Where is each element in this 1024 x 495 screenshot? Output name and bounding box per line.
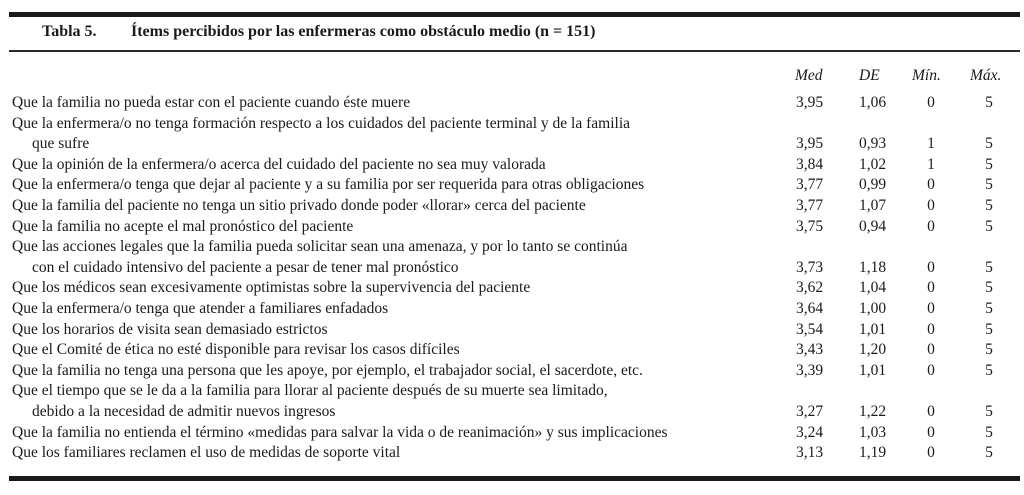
item-text bbox=[12, 361, 782, 382]
table-row bbox=[12, 381, 1022, 422]
table-row bbox=[12, 340, 1022, 361]
cell-min: 0 bbox=[927, 402, 935, 420]
item-line: Que la opinión de la enfermera/o acerca del cuidado del paciente no sea muy valorada bbox=[12, 155, 546, 173]
cell-max: 5 bbox=[985, 361, 993, 379]
item-text bbox=[12, 114, 782, 155]
table-row bbox=[12, 299, 1022, 320]
cell-min: 0 bbox=[927, 94, 935, 111]
item-line: Que la familia no entienda el término «medidas para salvar la vida o de reanimación» y sus implicaciones bbox=[12, 423, 668, 441]
top-thick-rule bbox=[9, 12, 1020, 17]
cell-min: 0 bbox=[927, 176, 935, 194]
cell-min: 0 bbox=[927, 299, 935, 317]
cell-med: 3,84 bbox=[796, 155, 824, 173]
cell-min: 0 bbox=[927, 320, 935, 338]
column-header-med: Med bbox=[795, 67, 823, 84]
cell-min: 0 bbox=[927, 196, 935, 214]
item-line: Que la enfermera/o tenga que dejar al paciente y a su familia por ser requerida para otras obligaciones bbox=[12, 176, 645, 194]
bottom-thick-rule bbox=[9, 476, 1020, 481]
cell-de: 1,01 bbox=[859, 361, 887, 379]
cell-med: 3,95 bbox=[796, 94, 824, 111]
cell-max: 5 bbox=[985, 94, 993, 111]
table-body bbox=[12, 93, 1022, 464]
table-row bbox=[12, 237, 1022, 278]
item-line: Que la familia no tenga una persona que les apoye, por ejemplo, el trabajador social, el sacerdote, etc. bbox=[12, 361, 643, 379]
table-row bbox=[12, 278, 1022, 299]
cell-max: 5 bbox=[985, 402, 993, 420]
table-row bbox=[12, 175, 1022, 196]
cell-de: 0,94 bbox=[859, 217, 887, 235]
table-row bbox=[12, 423, 1022, 444]
column-header-max: Máx. bbox=[970, 67, 1002, 84]
cell-de: 1,02 bbox=[859, 155, 887, 173]
cell-max: 5 bbox=[985, 299, 993, 317]
item-continuation-line: debido a la necesidad de admitir nuevos ingresos bbox=[32, 402, 336, 420]
item-line: Que la familia del paciente no tenga un sitio privado donde poder «llorar» cerca del paciente bbox=[12, 196, 586, 214]
item-continuation-line: con el cuidado intensivo del paciente a pesar de tener mal pronóstico bbox=[32, 258, 459, 276]
caption-rule bbox=[9, 50, 1020, 52]
item-text bbox=[12, 320, 782, 341]
cell-max: 5 bbox=[985, 320, 993, 338]
cell-med: 3,43 bbox=[796, 341, 824, 359]
cell-med: 3,95 bbox=[796, 135, 824, 153]
cell-med: 3,27 bbox=[796, 402, 824, 420]
cell-max: 5 bbox=[985, 279, 993, 297]
cell-de: 0,99 bbox=[859, 176, 887, 194]
table-row bbox=[12, 114, 1022, 155]
cell-min: 0 bbox=[927, 341, 935, 359]
cell-de: 1,19 bbox=[859, 444, 887, 462]
cell-med: 3,73 bbox=[796, 258, 824, 276]
cell-de: 1,20 bbox=[859, 341, 887, 359]
item-text bbox=[12, 423, 782, 444]
item-line: Que los horarios de visita sean demasiado estrictos bbox=[12, 320, 328, 338]
table-row bbox=[12, 217, 1022, 238]
item-text bbox=[12, 278, 782, 299]
cell-min: 0 bbox=[927, 361, 935, 379]
item-text bbox=[12, 155, 782, 176]
cell-med: 3,64 bbox=[796, 299, 824, 317]
item-text bbox=[12, 237, 782, 278]
cell-max: 5 bbox=[985, 258, 993, 276]
cell-de: 1,01 bbox=[859, 320, 887, 338]
cell-max: 5 bbox=[985, 444, 993, 462]
table-row bbox=[12, 320, 1022, 341]
item-text bbox=[12, 381, 782, 422]
cell-min: 1 bbox=[927, 155, 935, 173]
item-text bbox=[12, 217, 782, 238]
cell-med: 3,24 bbox=[796, 423, 824, 441]
cell-med: 3,77 bbox=[796, 176, 824, 194]
cell-max: 5 bbox=[985, 176, 993, 194]
table-row bbox=[12, 443, 1022, 464]
cell-med: 3,62 bbox=[796, 279, 824, 297]
item-text bbox=[12, 443, 782, 464]
item-line: Que las acciones legales que la familia pueda solicitar sean una amenaza, y por lo tanto se continúa bbox=[12, 238, 628, 256]
cell-de: 1,06 bbox=[859, 94, 887, 111]
cell-min: 0 bbox=[927, 279, 935, 297]
item-text bbox=[12, 196, 782, 217]
cell-max: 5 bbox=[985, 341, 993, 359]
cell-de: 1,00 bbox=[859, 299, 887, 317]
cell-max: 5 bbox=[985, 196, 993, 214]
column-header-min: Mín. bbox=[912, 67, 941, 84]
cell-de: 0,93 bbox=[859, 135, 887, 153]
cell-min: 0 bbox=[927, 444, 935, 462]
cell-min: 1 bbox=[927, 135, 935, 153]
item-line: Que la familia no pueda estar con el paciente cuando éste muere bbox=[12, 94, 411, 111]
item-text bbox=[12, 340, 782, 361]
item-text bbox=[12, 299, 782, 320]
table-caption bbox=[42, 23, 595, 41]
item-line: Que la enfermera/o tenga que atender a familiares enfadados bbox=[12, 299, 389, 317]
table-row bbox=[12, 155, 1022, 176]
cell-min: 0 bbox=[927, 217, 935, 235]
item-line: Que el tiempo que se le da a la familia para llorar al paciente después de su muerte sea limitado, bbox=[12, 382, 608, 400]
cell-de: 1,18 bbox=[859, 258, 887, 276]
item-text bbox=[12, 93, 782, 114]
table-row bbox=[12, 196, 1022, 217]
cell-max: 5 bbox=[985, 155, 993, 173]
item-line: Que la enfermera/o no tenga formación respecto a los cuidados del paciente terminal y de la familia bbox=[12, 114, 631, 132]
cell-min: 0 bbox=[927, 258, 935, 276]
cell-max: 5 bbox=[985, 217, 993, 235]
column-header-de: DE bbox=[859, 67, 880, 84]
cell-med: 3,75 bbox=[796, 217, 824, 235]
cell-med: 3,13 bbox=[796, 444, 824, 462]
cell-min: 0 bbox=[927, 423, 935, 441]
cell-de: 1,04 bbox=[859, 279, 887, 297]
table-title: Ítems percibidos por las enfermeras como obstáculo medio (n = 151) bbox=[131, 23, 596, 40]
cell-de: 1,22 bbox=[859, 402, 887, 420]
table-row bbox=[12, 93, 1022, 114]
cell-med: 3,54 bbox=[796, 320, 824, 338]
item-line: Que los familiares reclamen el uso de medidas de soporte vital bbox=[12, 444, 401, 462]
item-line: Que el Comité de ética no esté disponible para revisar los casos difíciles bbox=[12, 341, 460, 359]
table-label: Tabla 5. bbox=[42, 23, 97, 40]
cell-med: 3,77 bbox=[796, 196, 824, 214]
item-line: Que los médicos sean excesivamente optimistas sobre la supervivencia del paciente bbox=[12, 279, 531, 297]
item-text bbox=[12, 175, 782, 196]
table-row bbox=[12, 361, 1022, 382]
cell-de: 1,03 bbox=[859, 423, 887, 441]
cell-max: 5 bbox=[985, 423, 993, 441]
item-continuation-line: que sufre bbox=[32, 135, 90, 153]
item-line: Que la familia no acepte el mal pronóstico del paciente bbox=[12, 217, 354, 235]
cell-max: 5 bbox=[985, 135, 993, 153]
cell-med: 3,39 bbox=[796, 361, 824, 379]
cell-de: 1,07 bbox=[859, 196, 887, 214]
